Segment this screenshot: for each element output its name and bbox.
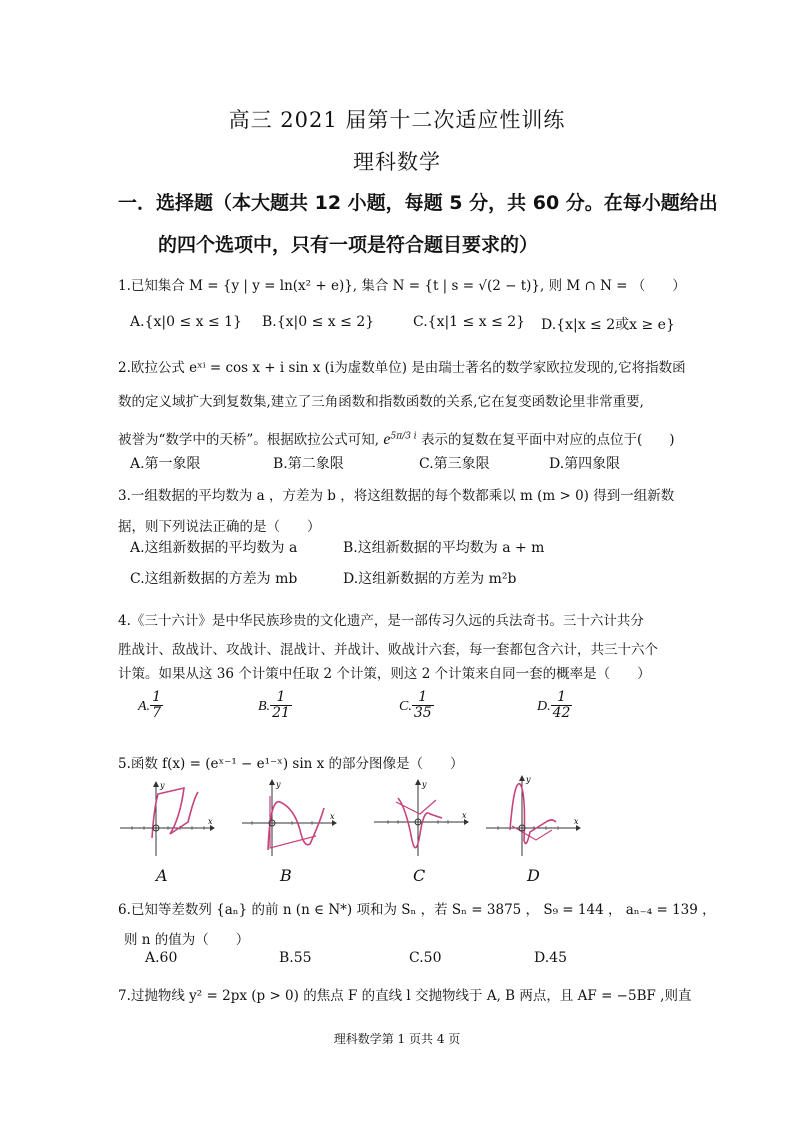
q6-option-b: B.55 <box>279 950 312 966</box>
q3-line1: 3.一组数据的平均数为 a ，方差为 b ，将这组数据的每个数都乘以 m (m > 0) 得到一组新数 <box>118 488 675 504</box>
q5-graph-b-x-label: x <box>330 812 335 821</box>
q2-exp-sup: 5π/3 i <box>390 431 417 442</box>
q2-option-c: C.第三象限 <box>419 456 490 472</box>
q7-line1: 7.过抛物线 y² = 2px (p > 0) 的焦点 F 的直线 l 交抛物线于 A, B 两点，且 AF = −5BF ,则直 <box>118 988 692 1004</box>
q4-line2: 胜战计、敌战计、攻战计、混战计、并战计、败战计六套，每一套都包含六计，共三十六个 <box>118 642 658 658</box>
q2-exp-base: e <box>383 431 391 448</box>
section-heading-line2: 的四个选项中，只有一项是符合题目要求的） <box>158 234 539 256</box>
q5-graph-d-label: D <box>527 866 540 885</box>
q4-option-d-label: D. <box>537 698 551 714</box>
q5-graph-c-label: C <box>413 866 426 885</box>
q4-line1: 4.《三十六计》是中华民族珍贵的文化遗产，是一部传习久远的兵法奇书。三十六计共分 <box>118 613 644 629</box>
q3-option-b: B.这组新数据的平均数为 a + m <box>343 540 545 556</box>
q2-option-b: B.第二象限 <box>273 456 344 472</box>
q2-line2: 数的定义域扩大到复数集,建立了三角函数和指数函数的关系,它在复变函数论里非常重要, <box>118 394 644 410</box>
q4-option-b-den: 21 <box>272 705 290 722</box>
q6-option-a: A.60 <box>145 950 178 966</box>
q6-option-d: D.45 <box>534 950 567 966</box>
q4-option-d-num: 1 <box>551 690 573 706</box>
q5-graph-c <box>372 778 472 858</box>
q4-option-a-label: A. <box>138 698 151 714</box>
page-title: 高三 2021 届第十二次适应性训练 <box>228 108 566 132</box>
q4-option-b-label: B. <box>258 698 271 714</box>
q5-graph-a <box>118 778 218 858</box>
q5-graph-a-y-label: y <box>160 781 165 790</box>
q4-line3: 计策。如果从这 36 个计策中任取 2 个计策，则这 2 个计策来自同一套的概率是（ ） <box>118 666 651 682</box>
q5-graph-b <box>240 778 340 858</box>
q5-graph-a-x-label: x <box>208 817 213 826</box>
q1-option-a: A.{x|0 ≤ x ≤ 1} <box>130 314 242 330</box>
q4-option-b <box>258 690 292 722</box>
q3-option-c: C.这组新数据的方差为 mb <box>130 571 298 587</box>
q4-option-d-den: 42 <box>552 705 571 722</box>
q4-option-d <box>537 690 572 722</box>
q2-line3-text2: 表示的复数在复平面中对应的点位于( ) <box>420 432 675 448</box>
q5-stem: 5.函数 f(x) = (eˣ⁻¹ − e¹⁻ˣ) sin x 的部分图像是（ ） <box>118 756 464 772</box>
q2-option-a: A.第一象限 <box>130 456 201 472</box>
q2-line1: 2.欧拉公式 eˣⁱ = cos x + i sin x (i为虚数单位) 是由瑞士著名的数学家欧拉发现的,它将指数函 <box>118 360 686 376</box>
section-heading-line1: 一．选择题（本大题共 12 小题，每题 5 分，共 60 分。在每小题给出 <box>118 192 718 214</box>
q3-option-d: D.这组新数据的方差为 m²b <box>343 571 517 587</box>
page-footer: 理科数学第 1 页共 4 页 <box>333 1032 461 1046</box>
q4-option-a <box>138 690 163 722</box>
q1-stem: 1.已知集合 M = {y | y = ln(x² + e)}, 集合 N = {t | s = √(2 − t)}, 则 M ∩ N = （ ） <box>118 278 686 294</box>
q1-option-b: B.{x|0 ≤ x ≤ 2} <box>262 314 375 330</box>
q3-option-a: A.这组新数据的平均数为 a <box>130 540 298 556</box>
page-subtitle: 理科数学 <box>353 150 441 174</box>
q5-graph-a-label: A <box>156 866 168 885</box>
q4-option-c-num: 1 <box>412 690 434 706</box>
q5-graph-d-y-label: y <box>526 775 531 784</box>
q6-line1: 6.已知等差数列 {aₙ} 的前 n (n ∈ N*) 项和为 Sₙ ，若 Sₙ = 3875 ， S₉ = 144 ， aₙ₋₄ = 139 ， <box>118 902 716 918</box>
q2-line3-text: 被誉为“数学中的天桥”。根据欧拉公式可知, <box>118 432 380 448</box>
q4-option-a-num: 1 <box>152 689 161 705</box>
q4-option-c <box>399 690 434 722</box>
q4-option-a-den: 7 <box>152 705 161 722</box>
q2-option-d: D.第四象限 <box>549 456 621 472</box>
q3-line2: 据，则下列说法正确的是（ ） <box>118 519 321 535</box>
q4-option-c-label: C. <box>399 698 412 714</box>
q2-line3 <box>118 428 675 449</box>
q4-option-c-den: 35 <box>413 705 432 722</box>
q5-graph-b-label: B <box>280 866 292 885</box>
q5-graph-d-x-label: x <box>574 817 579 826</box>
q5-graph-b-y-label: y <box>276 780 281 789</box>
q1-option-d: D.{x|x ≤ 2或x ≥ e} <box>541 317 675 333</box>
q4-option-b-num: 1 <box>270 690 292 706</box>
q5-graph-d <box>484 770 584 858</box>
q6-option-c: C.50 <box>409 950 442 966</box>
q1-option-c: C.{x|1 ≤ x ≤ 2} <box>413 314 526 330</box>
q5-graph-c-y-label: y <box>422 780 427 789</box>
q6-line2: 则 n 的值为（ ） <box>124 932 250 948</box>
q5-graph-c-x-label: x <box>462 811 467 820</box>
